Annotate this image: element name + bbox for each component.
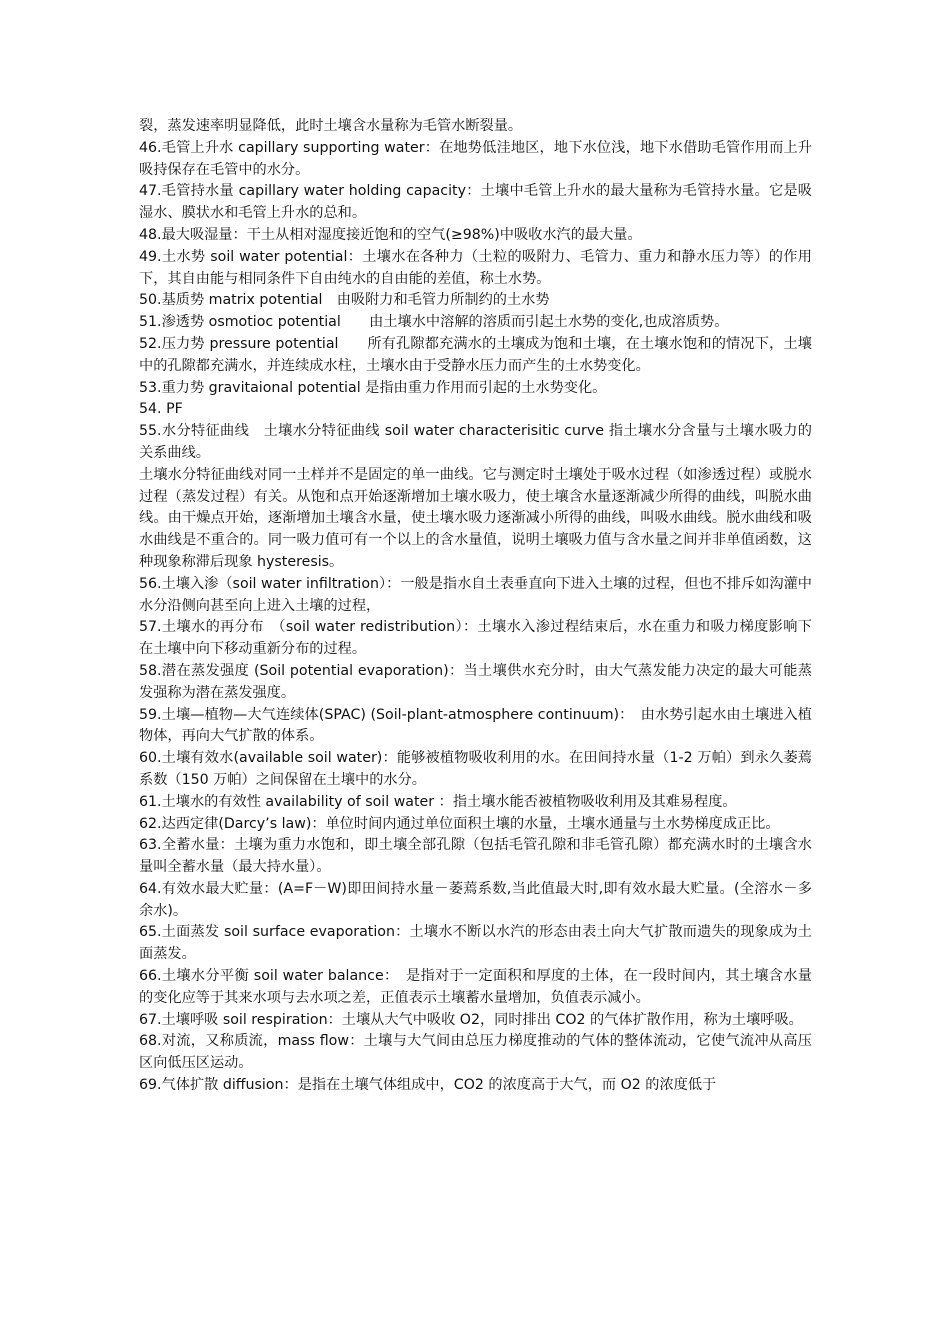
term-69-diffusion: 69.气体扩散 diffusion：是指在土壤气体组成中，CO2 的浓度高于大气，而 O2 的浓度低于 [139,1077,717,1094]
term-61-availability-of-soil-water: 61.土壤水的有效性 availability of soil water ：指土壤水能否被植物吸收利用及其难易程度。 [139,793,737,810]
term-57-redistribution: 57.土壤水的再分布 （soil water redistribution）：土壤水入渗过程结束后，水在重力和吸力梯度影响下在土壤中向下移动重新分布的过程。 [139,619,812,658]
term-67-soil-respiration: 67.土壤呼吸 soil respiration：土壤从大气中吸收 O2，同时排出 CO2 的气体扩散作用，称为土壤呼吸。 [139,1011,803,1028]
term-53-gravitational-potential: 53.重力势 gravitaional potential 是指由重力作用而引起的土水势变化。 [139,379,607,396]
term-50-matrix-potential: 50.基质势 matrix potential 由吸附力和毛管力所制约的土水势 [139,292,550,309]
term-46-capillary-supporting-water: 46.毛管上升水 capillary supporting water：在地势低洼地区，地下水位浅，地下水借助毛管作用而上升吸持保存在毛管中的水分。 [139,139,812,178]
term-68-mass-flow: 68.对流，又称质流，mass flow：土壤与大气间由总压力梯度推动的气体的整体流动，它使气流冲从高压区向低压区运动。 [139,1033,812,1072]
term-52-pressure-potential: 52.压力势 pressure potential 所有孔隙都充满水的土壤成为饱和土壤，在土壤水饱和的情况下，土壤中的孔隙都充满水，并连续成水柱，土壤水由于受静水压力而产生的土水势变化。 [139,335,812,374]
term-56-infiltration: 56.土壤入渗（soil water infiltration）：一般是指水自土表垂直向下进入土壤的过程，但也不排斥如沟灌中水分沿侧向甚至向上进入土壤的过程， [139,575,812,614]
term-64-max-available-water-storage: 64.有效水最大贮量：(A=F－W)即田间持水量－萎蔫系数,当此值最大时,即有效水最大贮量。(全溶水－多余水)。 [139,880,812,919]
paragraph-line-continuation: 裂，蒸发速率明显降低，此时土壤含水量称为毛管水断裂量。 [139,118,523,134]
document-page [139,116,812,1097]
term-58-potential-evaporation: 58.潜在蒸发强度 (Soil potential evaporation)：当土壤供水充分时，由大气蒸发能力决定的最大可能蒸发强称为潜在蒸发强度。 [139,662,812,701]
term-63-total-water-storage: 63.全蓄水量：土壤为重力水饱和，即土壤全部孔隙（包括毛管孔隙和非毛管孔隙）都充满水时的土壤含水量叫全蓄水量（最大持水量）。 [139,837,812,876]
term-62-darcys-law: 62.达西定律(Darcy’s law)：单位时间内通过单位面积土壤的水量，土壤水通量与土水势梯度成正比。 [139,815,780,832]
term-49-soil-water-potential: 49.土水势 soil water potential：土壤水在各种力（土粒的吸附力、毛管力、重力和静水压力等）的作用下，其自由能与相同条件下自由纯水的自由能的差值，称土水势。 [139,248,812,287]
term-60-available-soil-water: 60.土壤有效水(available soil water)：能够被植物吸收利用的水。在田间持水量（1-2 万帕）到永久萎蔫系数（150 万帕）之间保留在土壤中的水分。 [139,750,812,788]
term-65-soil-surface-evaporation: 65.土面蒸发 soil surface evaporation：土壤水不断以水汽的形态由表土向大气扩散而遗失的现象成为土面蒸发。 [139,924,812,963]
term-54-pf: 54. PF [139,401,183,418]
term-48-max-hygroscopic-capacity: 48.最大吸湿量：干土从相对湿度接近饱和的空气(≥98%)中吸收水汽的最大量。 [139,226,642,243]
paragraph-characteristic-curve-explanation: 土壤水分特征曲线对同一土样并不是固定的单一曲线。它与测定时土壤处于吸水过程（如渗透过程）或脱水过程（蒸发过程）有关。从饱和点开始逐渐增加土壤水吸力，使土壤含水量逐渐减少所得的曲线，叫脱水曲线。由干燥点开始，逐渐增加土壤含水量，使土壤水吸力逐渐减小所得的曲线，叫吸水曲线。脱水曲线和吸水曲线是不重合的。同一吸力值可有一个以上的含水量值，说明土壤吸力值与含水量之间并非单值函数，这种现象称滞后现象 hysteresis。 [139,466,812,570]
term-59-spac: 59.土壤—植物—大气连续体(SPAC) (Soil-plant-atmosphere continuum)： 由水势引起水由土壤进入植物体，再向大气扩散的体系。 [139,706,812,745]
term-47-capillary-water-holding-capacity: 47.毛管持水量 capillary water holding capacity：土壤中毛管上升水的最大量称为毛管持水量。它是吸湿水、膜状水和毛管上升水的总和。 [139,183,812,222]
term-55-water-characteristic-curve: 55.水分特征曲线 土壤水分特征曲线 soil water characterisitic curve 指土壤水分含量与土壤水吸力的关系曲线。 [139,423,812,461]
term-66-soil-water-balance: 66.土壤水分平衡 soil water balance： 是指对于一定面积和厚度的土体，在一段时间内，其土壤含水量的变化应等于其来水项与去水项之差，正值表示土壤蓄水量增加，负值表示减小。 [139,968,812,1006]
term-51-osmotic-potential: 51.渗透势 osmotioc potential 由土壤水中溶解的溶质而引起土水势的变化,也成溶质势。 [139,314,729,331]
